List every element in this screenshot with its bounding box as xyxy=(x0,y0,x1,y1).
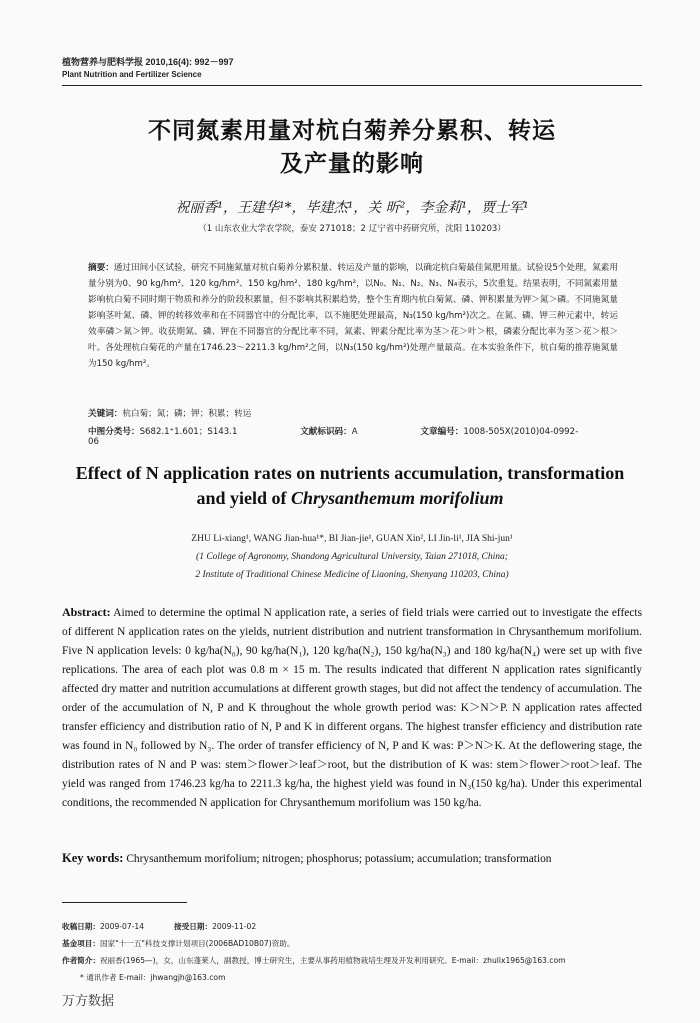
title-en-prefix: and yield of xyxy=(196,488,291,508)
footnote-rule xyxy=(62,902,187,903)
title-en-line2 xyxy=(40,488,660,509)
keywords-en-text: Chrysanthemum morifolium; nitrogen; phosphorus; potassium; accumulation; transformation xyxy=(126,853,552,865)
doc-code-value: A xyxy=(351,427,358,437)
title-cn-line2: 及产量的影响 xyxy=(280,151,424,177)
affiliation-cn: （1 山东农业大学农学院，泰安 271018；2 辽宁省中药研究所，沈阳 110203） xyxy=(198,224,506,234)
accepted-value: 2009-11-02 xyxy=(212,922,257,931)
title-en-line1: Effect of N application rates on nutrients accumulation, transformation xyxy=(75,463,625,483)
abstract-en-text: Aimed to determine the optimal N application rate, a series of field trials were carried out to investigate the effects of different N application rates on the yields, nutrient distribution and nutrient transformation in Chrysanthemum morifolium. Five N application levels: 0 kg/ha(N₀), 90 kg/ha(N₁), 120 kg/ha(N₂), 150 kg/ha(N₃) and 180 kg/ha(N₄) were set up with five replications. The area of each plot was 0.8 m × 15 m. The results indicated that different N application rates significantly affected dry matter and nutrition accumulations at different growth stages, but did not affect the tendency of accumulation. The order of the accumulation of N, P and K throughout the whole growth period was: K＞N＞P. N application rates affected transfer efficiency and distribution ratio of N, P and K in different organs. The highest transfer efficiency and distribution rate was found in N₀ followed by N₃. The order of transfer efficiency of N, P and K was: P＞N＞K. At the deflowering stage, the distribution rates of N and P was: stem＞flower＞leaf＞root, but the distribution of K was: stem＞flower＞root＞leaf. The yield was ranged from 1746.23 kg/ha to 2211.3 kg/ha, the highest yield was found in N₃(150 kg/ha). Under this experimental conditions, the recommended N application for Chrysanthemum morifolium was 150 kg/ha. xyxy=(62,607,642,809)
accepted-label: 接受日期： xyxy=(174,922,213,931)
fund-label: 基金项目： xyxy=(62,939,100,948)
keywords-cn xyxy=(88,407,628,419)
footnote-corresponding: * 通讯作者 E-mail：jhwangjh@163.com xyxy=(80,973,226,982)
affiliation-en-line1: (1 College of Agronomy, Shandong Agricultural University, Taian 271018, China; xyxy=(196,552,508,562)
abstract-cn xyxy=(88,260,618,372)
header-rule xyxy=(62,85,642,86)
abstract-cn-label: 摘要： xyxy=(88,263,114,273)
authors-en: ZHU Li-xiang¹, WANG Jian-hua¹*, BI Jian-jie¹, GUAN Xin², LI Jin-li¹, JIA Shi-jun¹ xyxy=(191,534,513,544)
doc-code-field xyxy=(300,427,387,437)
watermark: 万方数据 xyxy=(62,994,115,1009)
title-en-species: Chrysanthemum morifolium xyxy=(290,488,504,508)
title-cn-line1: 不同氮素用量对杭白菊养分累积、转运 xyxy=(148,118,556,144)
keywords-cn-text: 杭白菊；氮；磷；钾；积累；转运 xyxy=(122,409,252,419)
abstract-en-label: Abstract: xyxy=(62,605,111,619)
classification-cn xyxy=(88,425,628,447)
footnote-bio xyxy=(62,955,652,966)
journal-header-cn: 植物营养与肥料学报 2010,16(4): 992－997 xyxy=(62,57,234,67)
received-value: 2009-07-14 xyxy=(99,922,145,931)
footnote-dates xyxy=(62,921,652,932)
doc-code-label: 文献标识码： xyxy=(300,427,352,437)
article-no-value: 1008-505X(2010)04-0992-06 xyxy=(88,427,579,447)
clc-field xyxy=(88,427,267,437)
affiliation-en-line2: 2 Institute of Traditional Chinese Medicine of Liaoning, Shenyang 110203, China) xyxy=(195,570,509,580)
journal-header-en: Plant Nutrition and Fertilizer Science xyxy=(62,70,202,79)
clc-label: 中图分类号： xyxy=(88,427,140,437)
abstract-en xyxy=(62,603,642,813)
authors-cn: 祝丽香¹，王建华¹*，毕建杰¹，关 昕²，李金莉¹，贾士军¹ xyxy=(175,200,529,216)
keywords-en xyxy=(62,851,642,866)
clc-value: S682.1⁺1.601；S143.1 xyxy=(139,427,238,437)
article-no-label: 文章编号： xyxy=(420,427,464,437)
received-label: 收稿日期： xyxy=(62,922,100,931)
abstract-cn-text: 通过田间小区试验，研究不同施氮量对杭白菊养分累积量、转运及产量的影响，以确定杭白菊最佳氮肥用量。试验设5个处理，氮素用量分别为0、90 kg/hm²、120 kg/hm²、150 kg/hm²、180 kg/hm²，以N₀、N₁、N₂、N₃、N₄表示，5次重复。结果表明，不同氮素用量影响杭白菊不同时期干物质和养分的阶段积累量，但不影响其积累趋势，整个生育期内杭白菊氮、磷、钾积累量为钾＞氮＞磷。不同施氮量影响茎叶氮、磷、钾的转移效率和在不同器官中的分配比率，以不施肥处理最高，N₃(150 kg/hm²)次之。在氮、磷、钾三种元素中，转运效率磷＞氮＞钾。收获期氮、磷、钾在不同器官的分配比率不同，氮素、钾素分配比率为茎＞花＞叶＞根，磷素分配比率为茎＞花＞根＞叶。各处理杭白菊花的产量在1746.23～2211.3 kg/hm²之间，以N₃(150 kg/hm²)处理产量最高。在本实验条件下，杭白菊的推荐施氮量为150 kg/hm²。 xyxy=(88,263,618,369)
fund-value: 国家"十一五"科技支撑计划项目(2006BAD10B07)资助。 xyxy=(99,939,295,948)
footnote-fund xyxy=(62,938,652,949)
bio-label: 作者简介： xyxy=(62,956,100,965)
bio-value: 祝丽香(1965—)，女，山东蓬莱人，副教授，博士研究生，主要从事药用植物栽培生理及开发利用研究。E-mail：zhulix1965@163.com xyxy=(99,956,566,965)
keywords-cn-label: 关键词： xyxy=(88,409,123,419)
keywords-en-label: Key words: xyxy=(62,851,124,865)
